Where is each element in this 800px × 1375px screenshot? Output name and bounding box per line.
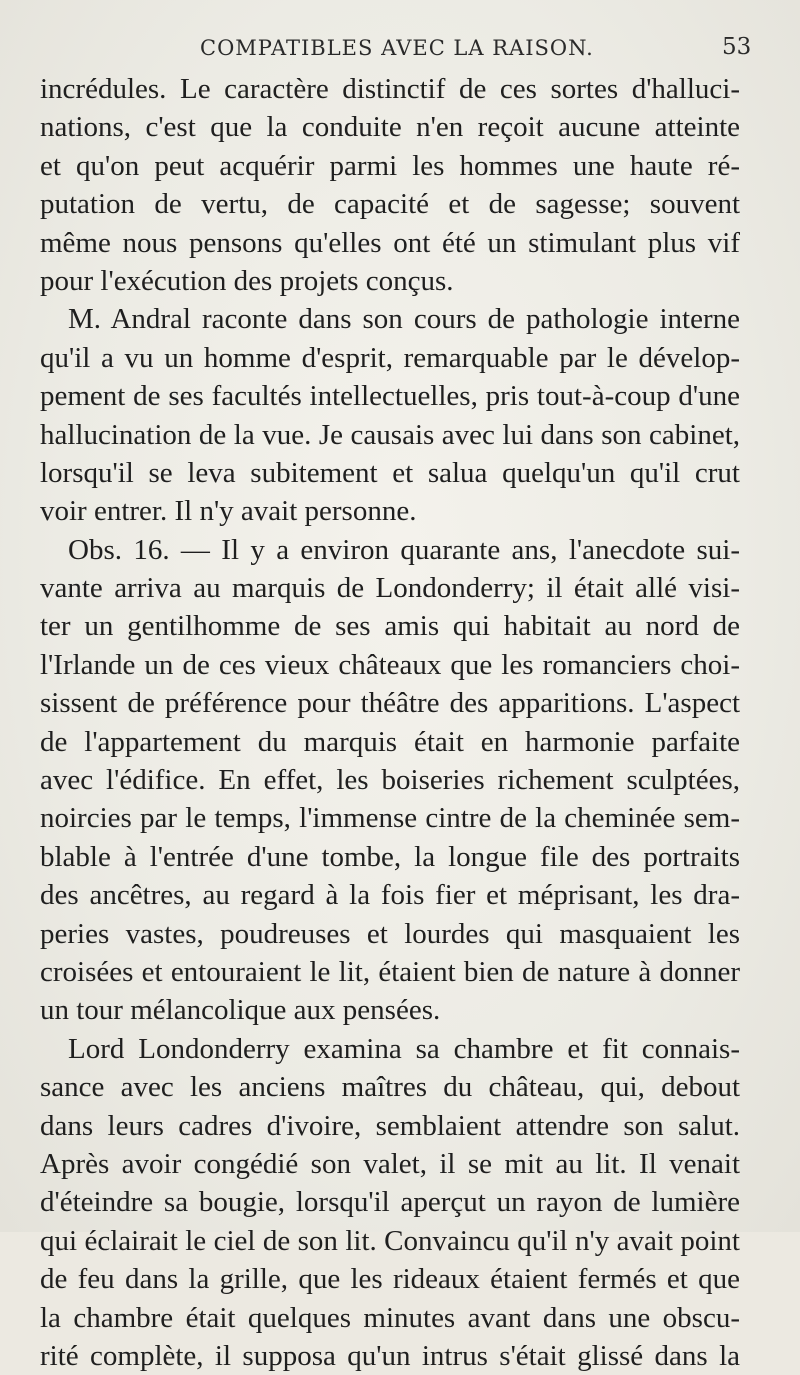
text-line: vante arriva au marquis de Londonderry; il était allé visi- bbox=[40, 572, 740, 605]
text-line: et qu'on peut acquérir parmi les hommes une haute ré- bbox=[40, 149, 740, 182]
text-line: hallucination de la vue. Je causais avec lui dans son cabinet, bbox=[40, 418, 740, 451]
text-line: noircies par le temps, l'immense cintre de la cheminée sem- bbox=[40, 802, 740, 835]
text-line: incrédules. Le caractère distinctif de ces sortes d'halluci- bbox=[40, 73, 740, 105]
body-text bbox=[40, 70, 740, 1375]
text-line: nations, c'est que la conduite n'en reçoit aucune atteinte bbox=[40, 111, 740, 144]
text-line: dans leurs cadres d'ivoire, semblaient attendre son salut. bbox=[40, 1109, 740, 1142]
text-line: de feu dans la grille, que les rideaux étaient fermés et que bbox=[40, 1263, 740, 1296]
text-line: de l'appartement du marquis était en harmonie parfaite bbox=[40, 725, 740, 758]
text-line: Obs. 16. — Il y a environ quarante ans, l'anecdote sui- bbox=[68, 533, 740, 566]
text-line: putation de vertu, de capacité et de sagesse; souvent bbox=[40, 188, 740, 221]
page-number: 53 bbox=[722, 34, 752, 60]
text-line: qui éclairait le ciel de son lit. Convaincu qu'il n'y avait point bbox=[40, 1224, 740, 1257]
text-line: croisées et entouraient le lit, étaient bien de nature à donner bbox=[40, 955, 740, 988]
text-line: la chambre était quelques minutes avant dans une obscu- bbox=[40, 1301, 740, 1334]
text-line: des ancêtres, au regard à la fois fier et méprisant, les dra- bbox=[40, 879, 740, 912]
text-line: sissent de préférence pour théâtre des apparitions. L'aspect bbox=[40, 687, 740, 720]
text-line: un tour mélancolique aux pensées. bbox=[40, 994, 441, 1027]
text-line: M. Andral raconte dans son cours de pathologie interne bbox=[68, 303, 740, 336]
text-line: avec l'édifice. En effet, les boiseries richement sculptées, bbox=[40, 764, 740, 797]
text-line: l'Irlande un de ces vieux châteaux que les romanciers choi- bbox=[40, 648, 740, 681]
text-line: sance avec les anciens maîtres du château, qui, debout bbox=[40, 1071, 740, 1104]
text-line: peries vastes, poudreuses et lourdes qui masquaient les bbox=[40, 917, 740, 950]
text-line: qu'il a vu un homme d'esprit, remarquable par le dévelop- bbox=[40, 341, 740, 374]
text-line: blable à l'entrée d'une tombe, la longue file des portraits bbox=[40, 840, 740, 873]
text-line: d'éteindre sa bougie, lorsqu'il aperçut un rayon de lumière bbox=[40, 1186, 740, 1219]
text-line: rité complète, il supposa qu'un intrus s'était glissé dans la bbox=[40, 1339, 740, 1372]
text-line: ter un gentilhomme de ses amis qui habitait au nord de bbox=[40, 610, 740, 643]
text-line: Lord Londonderry examina sa chambre et fit connais- bbox=[68, 1032, 740, 1065]
text-line: Après avoir congédié son valet, il se mit au lit. Il venait bbox=[40, 1147, 740, 1180]
text-line: pement de ses facultés intellectuelles, pris tout-à-coup d'une bbox=[40, 380, 740, 413]
running-head bbox=[0, 30, 800, 70]
text-line: voir entrer. Il n'y avait personne. bbox=[40, 495, 417, 528]
running-title: COMPATIBLES AVEC LA RAISON. bbox=[200, 36, 594, 60]
text-line: pour l'exécution des projets conçus. bbox=[40, 264, 454, 297]
text-line: même nous pensons qu'elles ont été un stimulant plus vif bbox=[40, 226, 740, 259]
text-line: lorsqu'il se leva subitement et salua quelqu'un qu'il crut bbox=[40, 456, 740, 489]
